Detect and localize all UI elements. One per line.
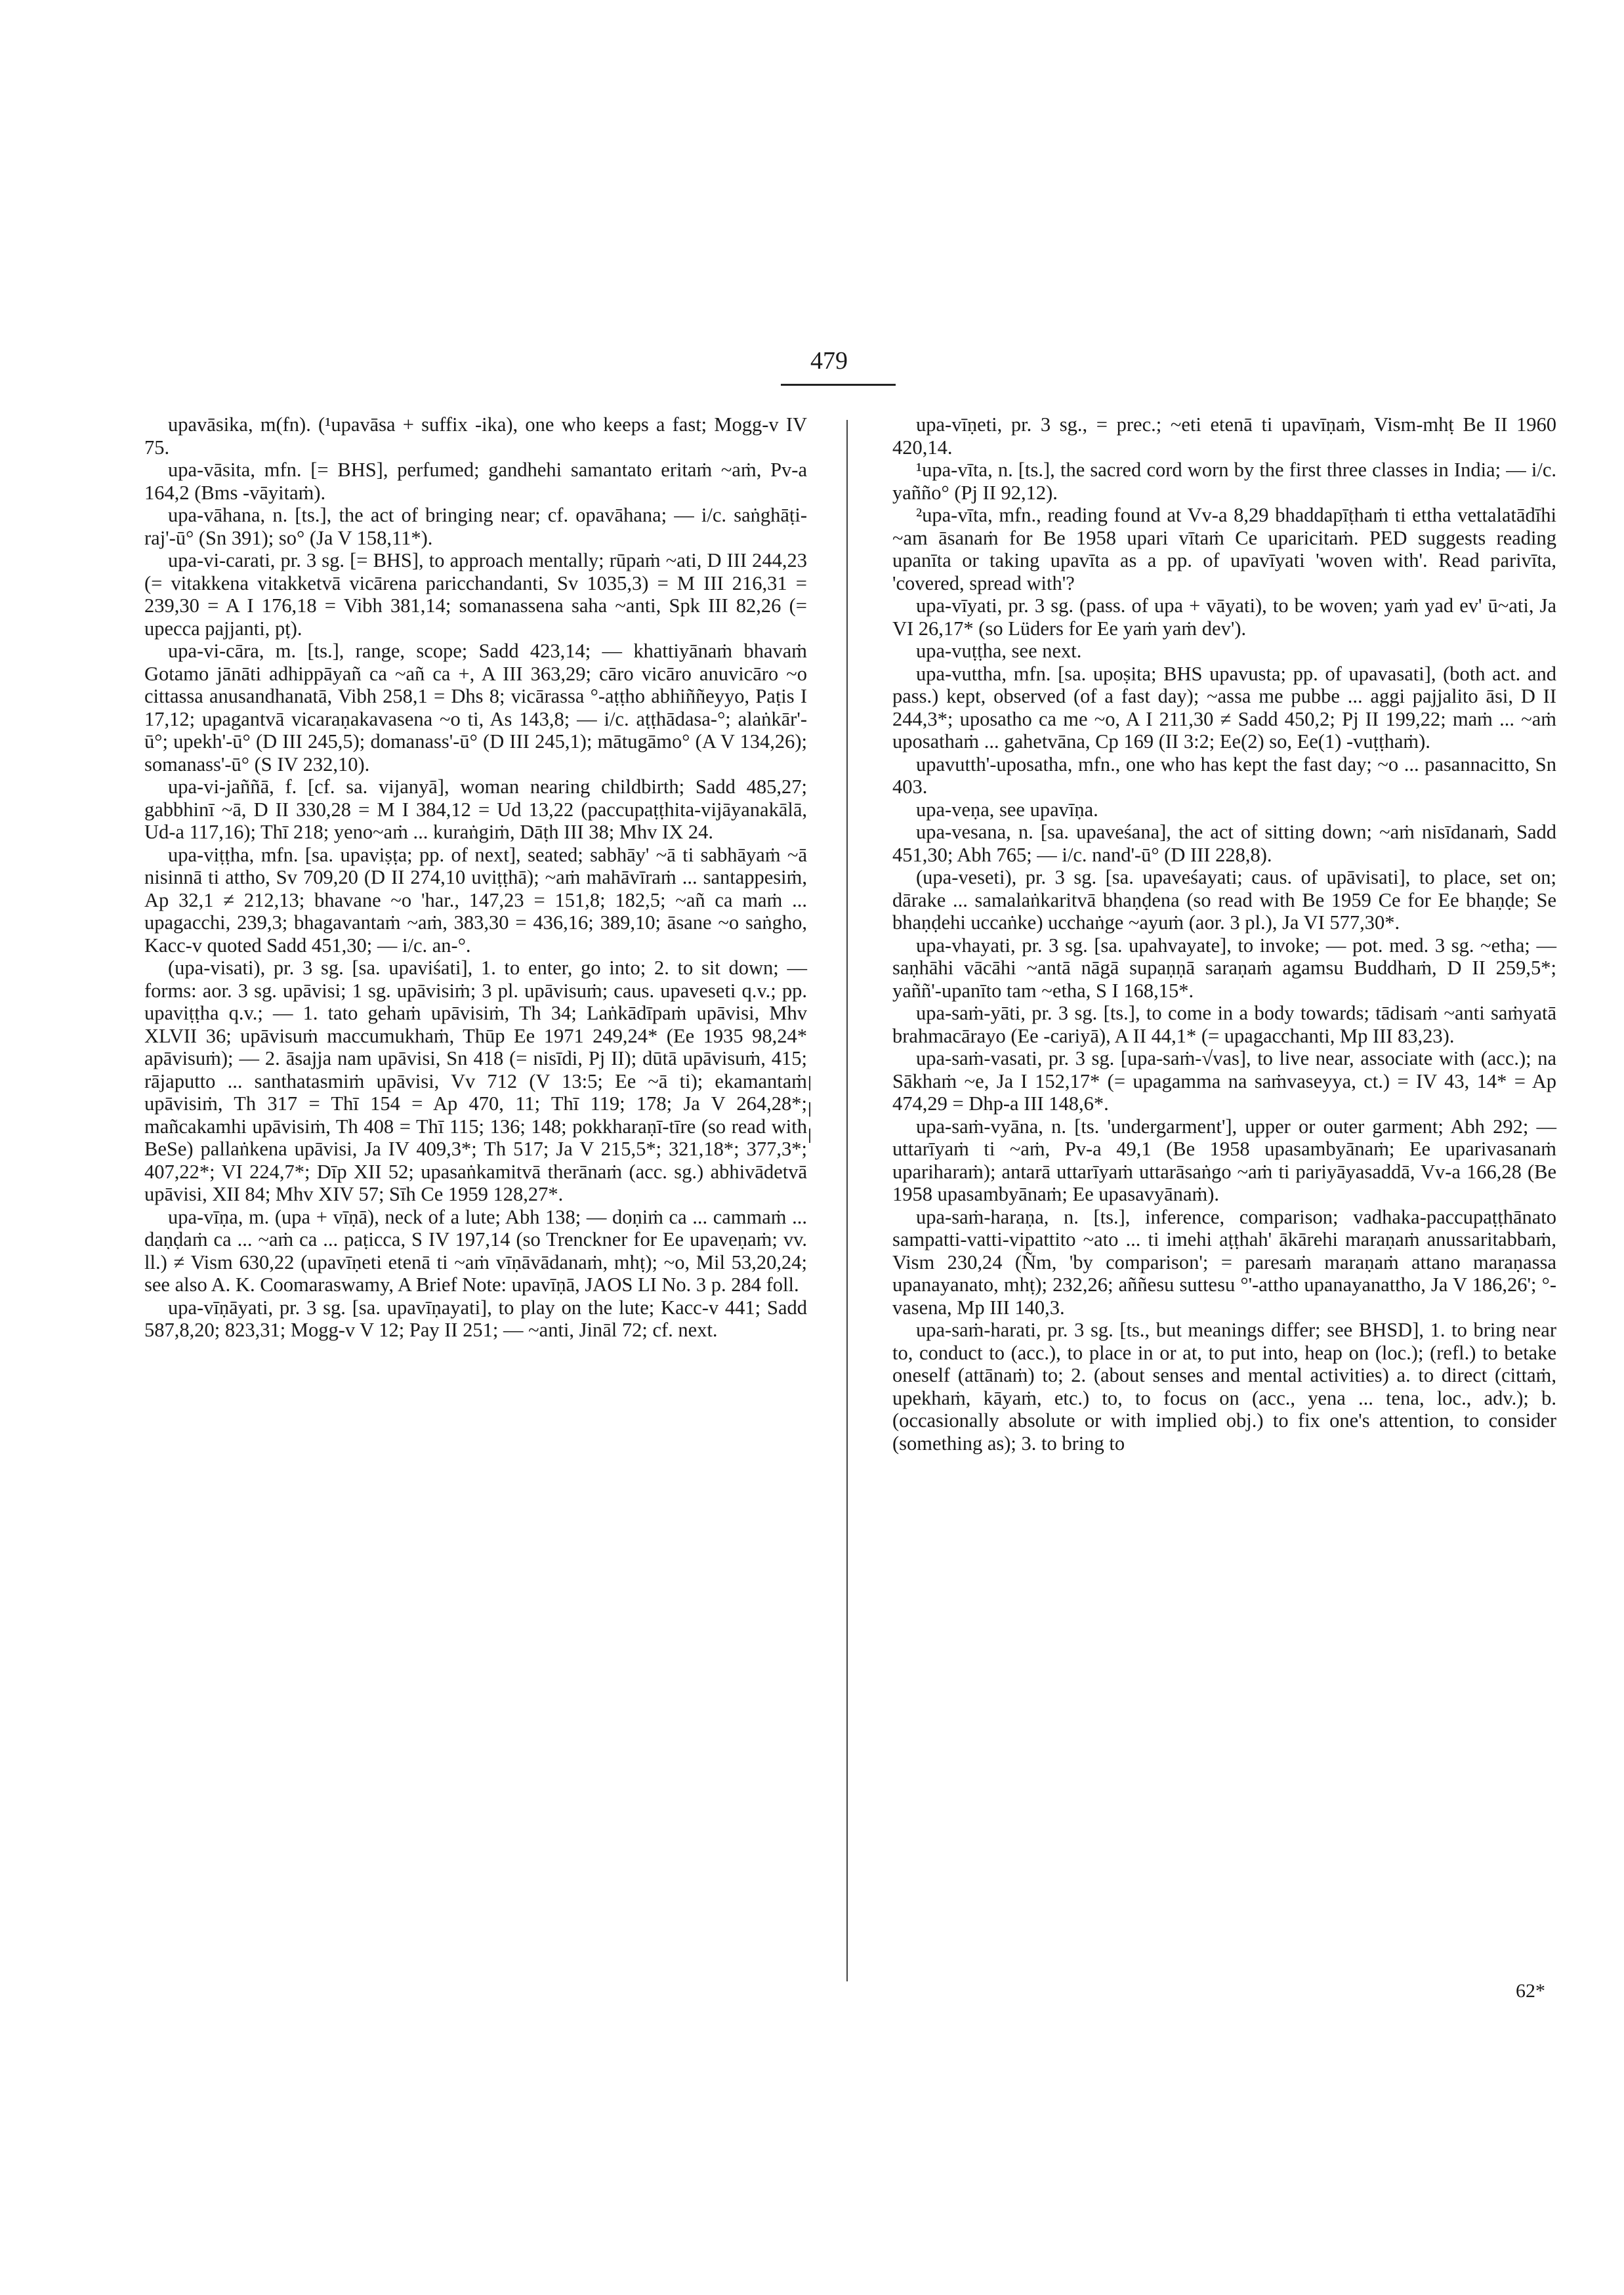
dictionary-entry: ²upa-vīta, mfn., reading found at Vv-a 8,29 bhaddapīṭhaṁ ti ettha vettalatādīhi ~am āsanaṁ for Be 1958 upari vītaṁ Ce uparicitaṁ. PED suggests reading upanīta or taking upavīta as a pp. of upavīyati 'woven with'. Read parivīta, 'covered, spread with'? bbox=[892, 504, 1556, 594]
dictionary-entry: upa-veṇa, see upavīṇa. bbox=[916, 798, 1098, 821]
dictionary-entry: upa-vi-carati, pr. 3 sg. [= BHS], to approach mentally; rūpaṁ ~ati, D III 244,23 (= vitakkena vitakketvā vicārena paricchandanti, Sv 1035,3) = M III 216,31 = 239,30 = A I 176,18 = Vibh 381,14; somanassena saha ~anti, Spk III 82,26 (= upecca pajjanti, pṭ). bbox=[144, 549, 807, 640]
dictionary-entry: ¹upa-vīta, n. [ts.], the sacred cord worn by the first three classes in India; — i/c. yañño° (Pj II 92,12). bbox=[892, 459, 1556, 504]
dictionary-entry: upa-vāhana, n. [ts.], the act of bringing near; cf. opavāhana; — i/c. saṅghāṭi-raj'-ū° (Sn 391); so° (Ja V 158,11*). bbox=[144, 504, 807, 549]
dictionary-entry: upa-vesana, n. [sa. upaveśana], the act of sitting down; ~aṁ nisīdanaṁ, Sadd 451,30; Abh 765; — i/c. nand'-ū° (D III 228,8). bbox=[892, 821, 1556, 866]
dictionary-entry: upa-saṁ-yāti, pr. 3 sg. [ts.], to come in a body towards; tādisaṁ ~anti saṁyatā brahmacārayo (Ee -cariyā), A II 44,1* (= upagacchanti, Mp III 83,23). bbox=[892, 1002, 1556, 1047]
left-column bbox=[144, 413, 807, 1342]
margin-mark bbox=[809, 1076, 810, 1090]
dictionary-entry: upa-vīṇa, m. (upa + vīṇā), neck of a lute; Abh 138; — doṇiṁ ca ... cammaṁ ... daṇḍaṁ ca ... ~aṁ ca ... paṭicca, S IV 197,14 (so Trenckner for Ee upaveṇaṁ; vv. ll.) ≠ Vism 630,22 (upavīṇeti etenā ti ~aṁ vīṇāvādanaṁ, mhṭ); ~o, Mil 53,20,24; see also A. K. Coomaraswamy, A Brief Note: upavīṇā, JAOS LI No. 3 p. 284 foll. bbox=[144, 1205, 807, 1296]
dictionary-entry: upa-vuttha, mfn. [sa. upoṣita; BHS upavusta; pp. of upavasati], (both act. and pass.) kept, observed (of a fast day); ~assa me pubbe ... aggi pajjalito āsi, D II 244,3*; uposatho ca me ~o, A I 211,30 ≠ Sadd 450,2; Pj II 199,22; maṁ ... ~aṁ uposathaṁ ... gahetvāna, Cp 169 (II 3:2; Ee(2) so, Ee(1) -vuṭṭhaṁ). bbox=[892, 662, 1556, 753]
dictionary-entry: upa-vi-cāra, m. [ts.], range, scope; Sadd 423,14; — khattiyānaṁ bhavaṁ Gotamo jānāti adhippāyañ ca ~añ ca +, A III 363,29; cāro vicāro anuvicāro ~o cittassa anusandhanatā, Vibh 258,1 = Dhs 8; vicārassa °-aṭṭho abhiññeyyo, Paṭis I 17,12; upagantvā vicaraṇakavasena ~o ti, As 143,8; — i/c. aṭṭhādasa-°; alaṅkār'-ū°; upekh'-ū° (D III 245,5); domanass'-ū° (D III 245,1); mātugāmo° (A V 134,26); somanass'-ū° (S IV 232,10). bbox=[144, 640, 807, 775]
dictionary-entry: upa-saṁ-harati, pr. 3 sg. [ts., but meanings differ; see BHSD], 1. to bring near to, conduct to (acc.), to place in or at, to put into, heap on (loc.); (refl.) to betake oneself (attānaṁ) to; 2. (about senses and mental activities) a. to direct (cittaṁ, upekhaṁ, kāyaṁ, etc.) to, to focus on (acc., yena ... tena, loc., adv.); b. (occasionally absolute or with implied obj.) to fix one's attention, to consider (something as); 3. to bring to bbox=[892, 1319, 1556, 1455]
dictionary-entry: upa-vīṇāyati, pr. 3 sg. [sa. upavīṇayati], to play on the lute; Kacc-v 441; Sadd 587,8,20; 823,31; Mogg-v V 12; Pay II 251; — ~anti, Jināl 72; cf. next. bbox=[144, 1296, 807, 1341]
margin-mark bbox=[809, 1128, 810, 1143]
dictionary-entry: upa-vīṇeti, pr. 3 sg., = prec.; ~eti etenā ti upavīṇaṁ, Vism-mhṭ Be II 1960 420,14. bbox=[892, 413, 1556, 459]
dictionary-entry: upa-vāsita, mfn. [= BHS], perfumed; gandhehi samantato eritaṁ ~aṁ, Pv-a 164,2 (Bms -vāyitaṁ). bbox=[144, 459, 807, 504]
header-rule bbox=[781, 384, 896, 386]
dictionary-entry: upa-saṁ-vasati, pr. 3 sg. [upa-saṁ-√vas], to live near, associate with (acc.); na Sākhaṁ ~e, Ja I 152,17* (= upagamma na saṁvaseyya, ct.) = IV 43, 14* = Ap 474,29 = Dhp-a III 148,6*. bbox=[892, 1047, 1556, 1115]
dictionary-entry: upavutth'-uposatha, mfn., one who has kept the fast day; ~o ... pasannacitto, Sn 403. bbox=[892, 753, 1556, 798]
dictionary-entry: upa-vi-jaññā, f. [cf. sa. vijanyā], woman nearing childbirth; Sadd 485,27; gabbhinī ~ā, D II 330,28 = M I 384,12 = Ud 13,22 (paccupaṭṭhita-vijāyanakālā, Ud-a 117,16); Thī 218; yeno~aṁ ... kuraṅgiṁ, Dāṭh III 38; Mhv IX 24. bbox=[144, 775, 807, 843]
page-signature: 62* bbox=[1516, 1980, 1545, 2002]
dictionary-entry: upa-saṁ-haraṇa, n. [ts.], inference, comparison; vadhaka-paccupaṭṭhānato sampatti-vatti-vipattito ~ato ... ti imehi aṭṭhah' ākārehi maraṇaṁ anussaritabbaṁ, Vism 230,24 (Ñm, 'by comparison'; = paresaṁ maraṇaṁ attano maraṇassa upanayanato, mhṭ); 232,26; aññesu suttesu °'-attho upanayanattho, Ja V 186,26'; °-vasena, Mp III 140,3. bbox=[892, 1205, 1556, 1319]
dictionary-entry: upa-viṭṭha, mfn. [sa. upaviṣṭa; pp. of next], seated; sabhāy' ~ā ti sabhāyaṁ ~ā nisinnā ti attho, Sv 709,20 (D II 274,10 uviṭṭhā); ~aṁ mahāvīraṁ ... santappesiṁ, Ap 32,1 ≠ 212,13; bhavane ~o 'har., 147,23 = 151,8; 182,5; ~añ ca maṁ ... upagacchi, 239,3; bhagavantaṁ ~aṁ, 383,30 = 436,16; 389,10; āsane ~o saṅgho, Kacc-v quoted Sadd 451,30; — i/c. an-°. bbox=[144, 843, 807, 957]
right-column bbox=[892, 413, 1556, 1455]
dictionary-entry: upavāsika, m(fn). (¹upavāsa + suffix -ika), one who keeps a fast; Mogg-v IV 75. bbox=[144, 413, 807, 459]
page-number: 479 bbox=[810, 347, 848, 375]
dictionary-entry: upa-vīyati, pr. 3 sg. (pass. of upa + vāyati), to be woven; yaṁ yad ev' ū~ati, Ja VI 26,17* (so Lüders for Ee yaṁ yaṁ dev'). bbox=[892, 594, 1556, 640]
dictionary-entry: upa-vhayati, pr. 3 sg. [sa. upahvayate], to invoke; — pot. med. 3 sg. ~etha; — saṇhāhi vācāhi ~antā nāgā supaṇṇā saraṇaṁ agamsu Buddhaṁ, D II 259,5*; yaññ'-upanīto tam ~etha, S I 168,15*. bbox=[892, 934, 1556, 1002]
margin-mark bbox=[809, 1102, 810, 1117]
dictionary-entry: (upa-veseti), pr. 3 sg. [sa. upaveśayati; caus. of upāvisati], to place, set on; dārake ... samalaṅkaritvā bhaṇḍena (so read with Be 1959 Ce for Ee bhaṇḍe; Se bhaṇḍehi uccaṅke) ucchaṅge ~ayuṁ (aor. 3 pl.), Ja VI 577,30*. bbox=[892, 866, 1556, 934]
dictionary-entry: upa-vuṭṭha, see next. bbox=[916, 640, 1082, 662]
dictionary-entry: (upa-visati), pr. 3 sg. [sa. upaviśati], 1. to enter, go into; 2. to sit down; — forms: aor. 3 sg. upāvisi; 1 sg. upāvisiṁ; 3 pl. upāvisuṁ; caus. upaveseti q.v.; pp. upaviṭṭha q.v.; — 1. tato gehaṁ upāvisiṁ, Th 34; Laṅkādīpaṁ upāvisi, Mhv XLVII 36; upāvisuṁ maccumukhaṁ, Thūp Ee 1971 249,24* (Ee 1935 98,24* apāvisuṁ); — 2. āsajja nam upāvisi, Sn 418 (= nisīdi, Pj II); dūtā upāvisuṁ, 415; rājaputto ... santhatasmiṁ upāvisi, Vv 712 (V 13:5; Ee ~ā ti); ekamantaṁ upāvisiṁ, Th 317 = Thī 154 = Ap 470, 11; Thī 119; 178; Ja V 264,28*; mañcakamhi upāvisiṁ, Th 408 = Thī 115; 136; 148; pokkharaṇī-tīre (so read with BeSe) pallaṅkena upāvisi, Ja IV 409,3*; Th 517; Ja V 215,5*; 321,18*; 377,3*; 407,22*; VI 224,7*; Dīp XII 52; upasaṅkamitvā therānaṁ (acc. sg.) abhivādetvā upāvisi, XII 84; Mhv XIV 57; Sīh Ce 1959 128,27*. bbox=[144, 957, 807, 1205]
dictionary-entry: upa-saṁ-vyāna, n. [ts. 'undergarment'], upper or outer garment; Abh 292; — uttarīyaṁ ti ~aṁ, Pv-a 49,1 (Be 1958 upasambyānaṁ; Ee uparivasanaṁ upariharaṁ); antarā uttarīyaṁ uttarāsaṅgo ~aṁ ti pariyāyasaddā, Vv-a 166,28 (Be 1958 upasambyānaṁ; Ee upasavyānaṁ). bbox=[892, 1115, 1556, 1205]
column-divider bbox=[846, 420, 848, 1981]
